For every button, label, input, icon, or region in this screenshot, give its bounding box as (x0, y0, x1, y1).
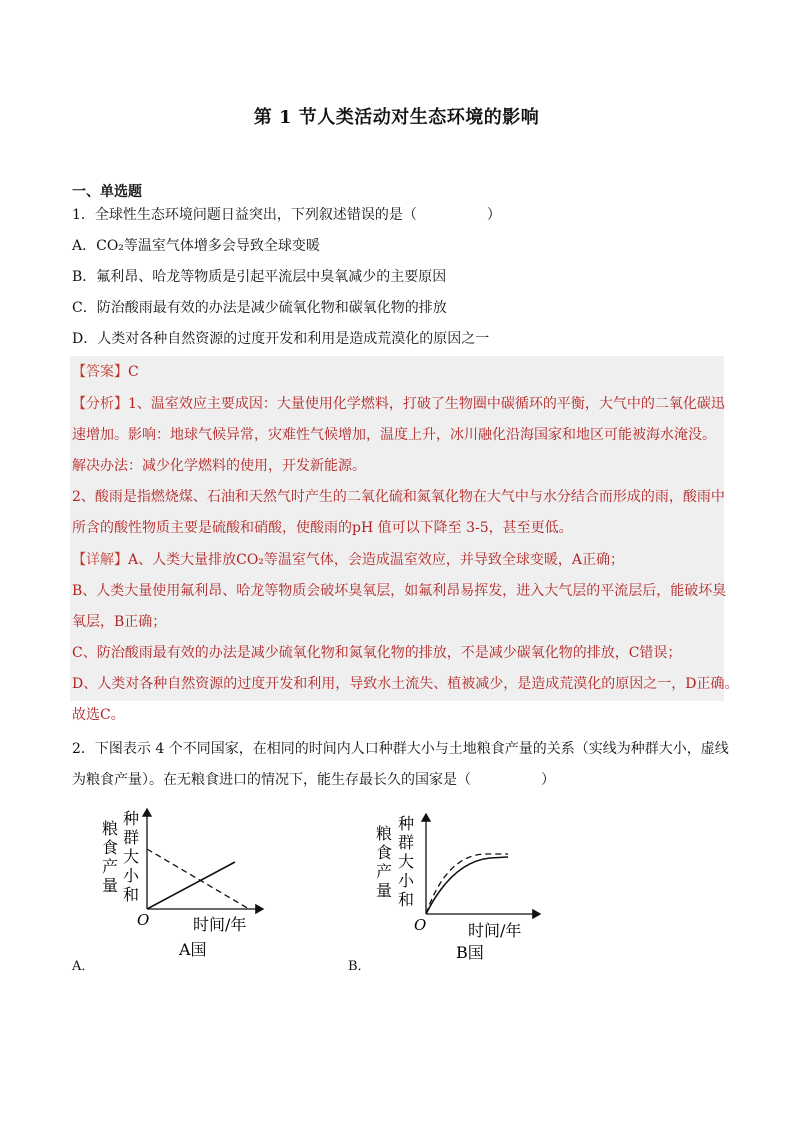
question-2-stem-line-1: 2．下图表示 4 个不同国家，在相同的时间内人口种群大小与土地粮食产量的关系（实线为种群大小，虚线 (72, 741, 729, 757)
answer-tag: 【答案】 (72, 364, 128, 380)
y-label-left-3: 量 (376, 881, 393, 900)
question-1-option-b: B．氟利昂、哈龙等物质是引起平流层中臭氧减少的主要原因 (72, 269, 447, 285)
y-label-right-2: 大 (123, 847, 140, 866)
detail-tag: 【详解】 (72, 552, 128, 568)
y-label-left-1: 食 (102, 838, 119, 857)
question-1-option-c: C．防治酸雨最有效的办法是减少硫氧化物和碳氧化物的排放 (72, 300, 447, 316)
analysis-line-3: 解决办法：减少化学燃料的使用，开发新能源。 (72, 458, 366, 474)
figure-b-option-label: B． (348, 959, 371, 974)
detail-line-b2: 氧层，B正确； (72, 614, 167, 630)
analysis-line-2: 速增加。影响：地球气候异常，灾难性气候增加，温度上升，冰川融化沿海国家和地区可能被海水淹没。 (72, 427, 716, 443)
y-label-right-1: 群 (123, 828, 140, 847)
analysis-line-1 (72, 394, 725, 414)
question-1-option-d: D．人类对各种自然资源的过度开发和利用是造成荒漠化的原因之一 (72, 331, 490, 347)
y-label-left-1: 食 (376, 843, 393, 862)
figure-b (372, 810, 552, 970)
figure-caption: A国 (179, 940, 207, 959)
figure-caption: B国 (456, 943, 484, 962)
y-label-left-2: 产 (376, 862, 393, 881)
y-label-right-0: 种 (398, 814, 415, 833)
answer-value: C (128, 364, 139, 380)
population-line (147, 862, 235, 909)
origin-label: O (137, 911, 150, 929)
y-label-right-0: 种 (123, 809, 140, 828)
y-label-right-3: 小 (398, 871, 415, 890)
conclusion-line: 故选C。 (72, 707, 125, 723)
y-label-right-3: 小 (123, 866, 140, 885)
y-label-right-1: 群 (398, 833, 415, 852)
figure-a-option-label: A． (72, 959, 95, 974)
x-axis-label: 时间/年 (193, 915, 247, 934)
detail-line-c: C、防治酸雨最有效的办法是减少硫氧化物和氮氧化物的排放，不是减少碳氧化物的排放，C错误； (72, 645, 682, 661)
analysis-tag: 【分析】 (72, 396, 128, 412)
section-heading: 一、单选题 (72, 184, 142, 200)
detail-line-b1: B、人类大量使用氟利昂、哈龙等物质会破坏臭氧层，如氟利昂易挥发，进入大气层的平流层后，能破坏臭 (72, 583, 727, 599)
question-2-stem-line-2: 为粮食产量）。在无粮食进口的情况下，能生存最长久的国家是（ ） (72, 772, 555, 788)
y-label-right-2: 大 (398, 852, 415, 871)
origin-label: O (414, 916, 427, 934)
detail-line-d: D、人类对各种自然资源的过度开发和利用，导致水土流失、植被减少，是造成荒漠化的原因之一，D正确。 (72, 676, 739, 692)
answer-line (72, 362, 139, 382)
analysis-line-5: 所含的酸性物质主要是硫酸和硝酸，使酸雨的pH 值可以下降至 3-5，甚至更低。 (72, 520, 573, 536)
analysis-text-1a: 1、温室效应主要成因：大量使用化学燃料，打破了生物圈中碳循环的平衡，大气中的二氧化碳迅 (128, 396, 725, 412)
question-1-stem: 1．全球性生态环境问题日益突出，下列叙述错误的是（ ） (72, 207, 501, 223)
food-output-curve (426, 854, 508, 914)
y-label-right-4: 和 (123, 885, 140, 904)
y-label-left-3: 量 (102, 876, 119, 895)
x-axis-label: 时间/年 (468, 921, 522, 940)
analysis-line-4: 2、酸雨是指燃烧煤、石油和天然气时产生的二氧化硫和氮氧化物在大气中与水分结合而形成的雨，酸雨中 (72, 489, 725, 505)
page-title: 第 1 节人类活动对生态环境的影响 (253, 107, 540, 128)
detail-line-a (72, 550, 624, 570)
y-label-left-0: 粮 (376, 824, 393, 843)
figure-a (95, 803, 275, 963)
y-label-right-4: 和 (398, 890, 415, 909)
y-label-left-2: 产 (102, 857, 119, 876)
y-label-left-0: 粮 (102, 819, 119, 838)
question-1-option-a: A．CO₂等温室气体增多会导致全球变暖 (72, 238, 320, 254)
detail-text-a: A、人类大量排放CO₂等温室气体，会造成温室效应，并导致全球变暖，A正确； (128, 552, 625, 568)
